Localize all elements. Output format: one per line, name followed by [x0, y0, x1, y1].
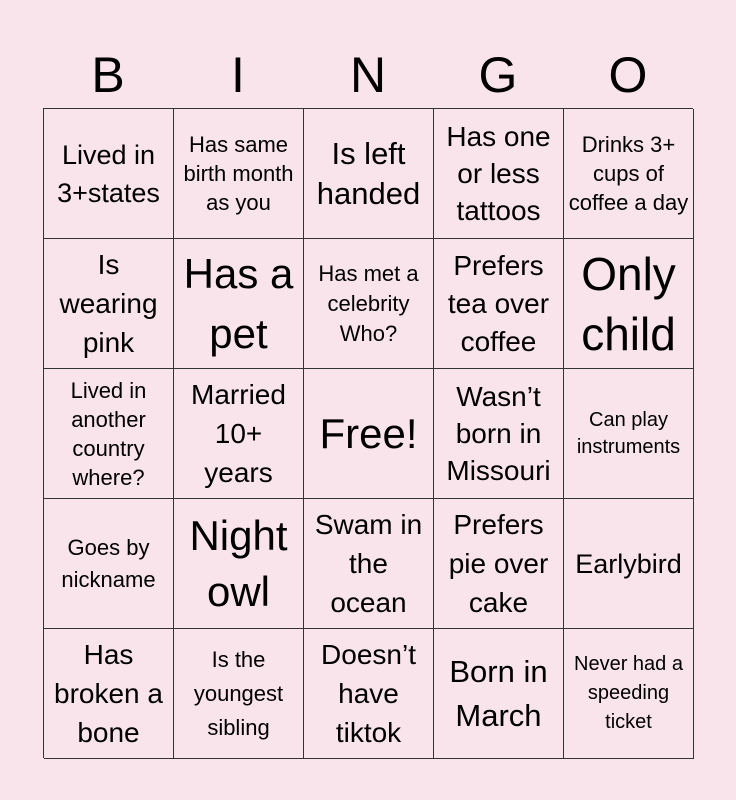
cell-text: Is left handed	[316, 135, 421, 211]
bingo-cell[interactable]	[564, 239, 694, 369]
bingo-cell[interactable]	[44, 499, 174, 629]
bingo-cell[interactable]	[564, 369, 694, 499]
cell-text: Has one or less tattoos	[446, 121, 551, 226]
header-letter-b: B	[91, 47, 125, 103]
bingo-cell[interactable]	[564, 629, 694, 759]
cell-text: Wasn’t born in Missouri	[446, 381, 551, 486]
bingo-cell[interactable]	[174, 499, 304, 629]
cell-text: Has met a celebrity Who?	[318, 260, 419, 346]
bingo-cell[interactable]	[434, 369, 564, 499]
bingo-cell[interactable]	[564, 109, 694, 239]
cell-text: Prefers pie over cake	[448, 509, 549, 618]
header-letter-o: O	[608, 47, 648, 103]
bingo-cell[interactable]	[304, 629, 434, 759]
bingo-cell[interactable]	[44, 239, 174, 369]
cell-text: Is wearing pink	[59, 249, 158, 358]
bingo-cell[interactable]	[174, 109, 304, 239]
bingo-cell[interactable]	[174, 369, 304, 499]
cell-text: Free!	[319, 409, 418, 457]
cell-text: Never had a speeding ticket	[574, 653, 683, 733]
cell-text: Night owl	[189, 511, 288, 615]
cell-text: Is the youngest sibling	[193, 646, 284, 740]
cell-text: Prefers tea over coffee	[447, 249, 550, 357]
cell-text: Can play instruments	[576, 408, 681, 458]
bingo-cell[interactable]	[434, 629, 564, 759]
bingo-cell[interactable]	[564, 499, 694, 629]
bingo-cell[interactable]	[304, 239, 434, 369]
bingo-cell[interactable]	[304, 369, 434, 499]
bingo-cell[interactable]	[434, 499, 564, 629]
cell-text: Swam in the ocean	[314, 509, 423, 618]
cell-text: Only child	[581, 247, 676, 360]
bingo-cell[interactable]	[44, 369, 174, 499]
bingo-cell[interactable]	[434, 109, 564, 239]
cell-text: Earlybird	[575, 548, 682, 579]
cell-text: Has same birth month as you	[183, 132, 294, 215]
header-letter-g: G	[478, 47, 518, 103]
bingo-cell[interactable]	[44, 109, 174, 239]
bingo-cell[interactable]	[174, 629, 304, 759]
cell-text: Goes by nickname	[61, 534, 156, 592]
bingo-header	[43, 42, 693, 108]
bingo-cell[interactable]	[304, 109, 434, 239]
cell-text: Married 10+ years	[191, 379, 286, 488]
cell-text: Drinks 3+ cups of coffee a day	[568, 132, 689, 215]
cell-text: Lived in another country where?	[70, 377, 147, 490]
bingo-board	[43, 108, 693, 758]
cell-text: Born in March	[449, 653, 548, 733]
bingo-cell[interactable]	[44, 629, 174, 759]
header-letter-i: I	[231, 47, 245, 103]
bingo-cell[interactable]	[304, 499, 434, 629]
cell-text: Has broken a bone	[54, 639, 163, 748]
cell-text: Doesn’t have tiktok	[321, 639, 416, 748]
cell-text: Lived in 3+states	[57, 139, 160, 208]
cell-text: Has a pet	[183, 249, 294, 357]
header-letter-n: N	[349, 47, 387, 103]
bingo-cell[interactable]	[434, 239, 564, 369]
bingo-cell[interactable]	[174, 239, 304, 369]
